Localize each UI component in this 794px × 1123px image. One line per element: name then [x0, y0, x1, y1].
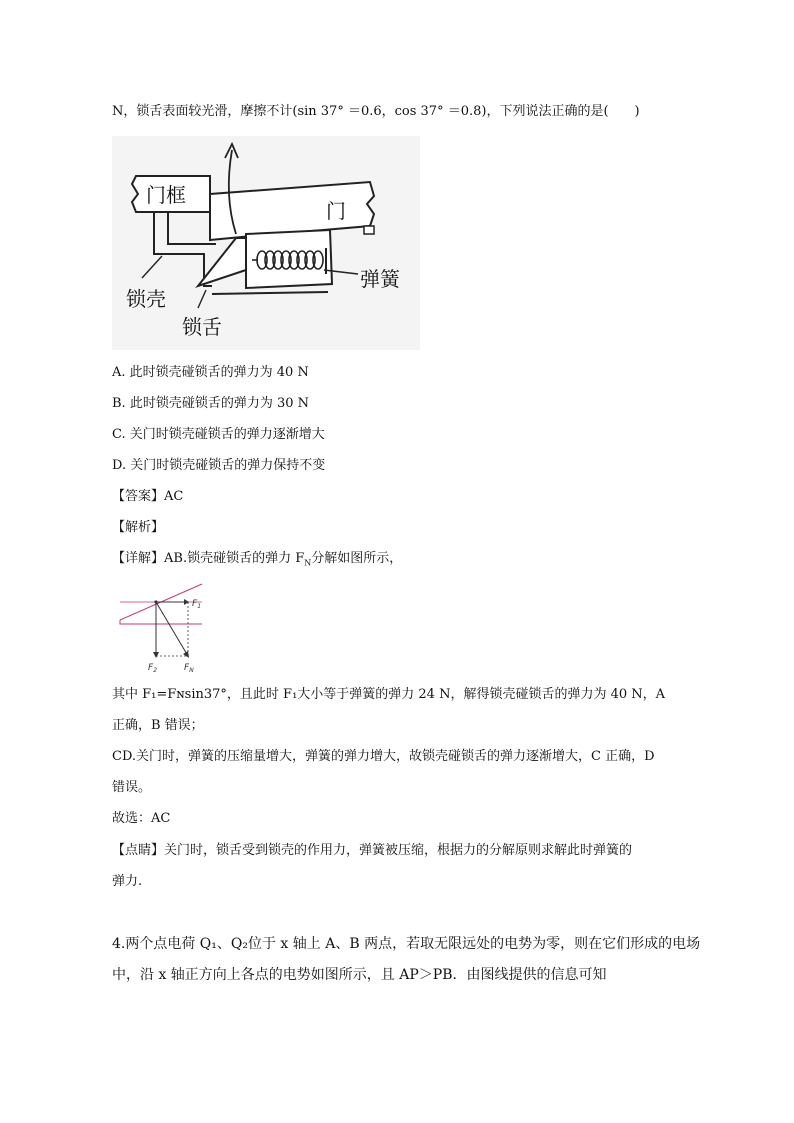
option-c: C. 关门时锁壳碰锁舌的弹力逐渐增大 [112, 427, 325, 442]
explanation-line-4: 错误。 [112, 780, 152, 795]
explanation-line-1: 其中 F₁=Fɴsin37°，且此时 F₁大小等于弹簧的弹力 24 N，解得锁壳碰锁舌的弹力为 40 N，A [112, 687, 666, 702]
f2-label: $F_2$ [148, 663, 158, 674]
door-frame-label: 门框 [146, 183, 186, 207]
lock-shell-label: 锁壳 [126, 287, 166, 311]
choice-statement: 故选：AC [112, 811, 171, 826]
explanation-line-3: CD.关门时，弹簧的压缩量增大，弹簧的弹力增大，故锁壳碰锁舌的弹力逐渐增大，C 正确，D [112, 749, 655, 764]
door-label: 门 [326, 199, 346, 223]
explanation-line-2: 正确，B 错误； [112, 718, 204, 733]
spring-label: 弹簧 [360, 267, 400, 291]
comment-line-2: 弹力. [112, 874, 143, 889]
door-lock-figure [112, 136, 420, 350]
answer: 【答案】AC [112, 489, 184, 504]
f1-label: $F_1$ [192, 599, 202, 610]
fn-label: $F_N$ [184, 663, 194, 674]
comment-line-1: 【点睛】关门时，锁舌受到锁壳的作用力，弹簧被压缩，根据力的分解原则求解此时弹簧的 [112, 843, 633, 858]
question-stem-tail: N，锁舌表面较光滑，摩擦不计(sin 37° ＝0.6，cos 37° ＝0.8)，下列说法正确的是( ) [112, 104, 640, 119]
question-4-line-1: 4.两个点电荷 Q₁、Q₂位于 x 轴上 A、B 两点，若取无限远处的电势为零，则在它们形成的电场 [112, 936, 701, 952]
analysis-heading: 【解析】 [112, 520, 165, 535]
option-b: B. 此时锁壳碰锁舌的弹力为 30 N [112, 396, 309, 411]
option-d: D. 关门时锁壳碰锁舌的弹力保持不变 [112, 458, 326, 473]
lock-tongue-label: 锁舌 [182, 315, 222, 339]
detail-line: 【详解】AB.锁壳碰锁舌的弹力 $F_N$分解如图所示， [112, 551, 403, 568]
force-decomposition-figure [112, 578, 208, 674]
question-4-line-2: 中，沿 x 轴正方向上各点的电势如图所示，且 AP＞PB．由图线提供的信息可知 [112, 967, 607, 983]
option-a: A. 此时锁壳碰锁舌的弹力为 40 N [112, 365, 309, 380]
